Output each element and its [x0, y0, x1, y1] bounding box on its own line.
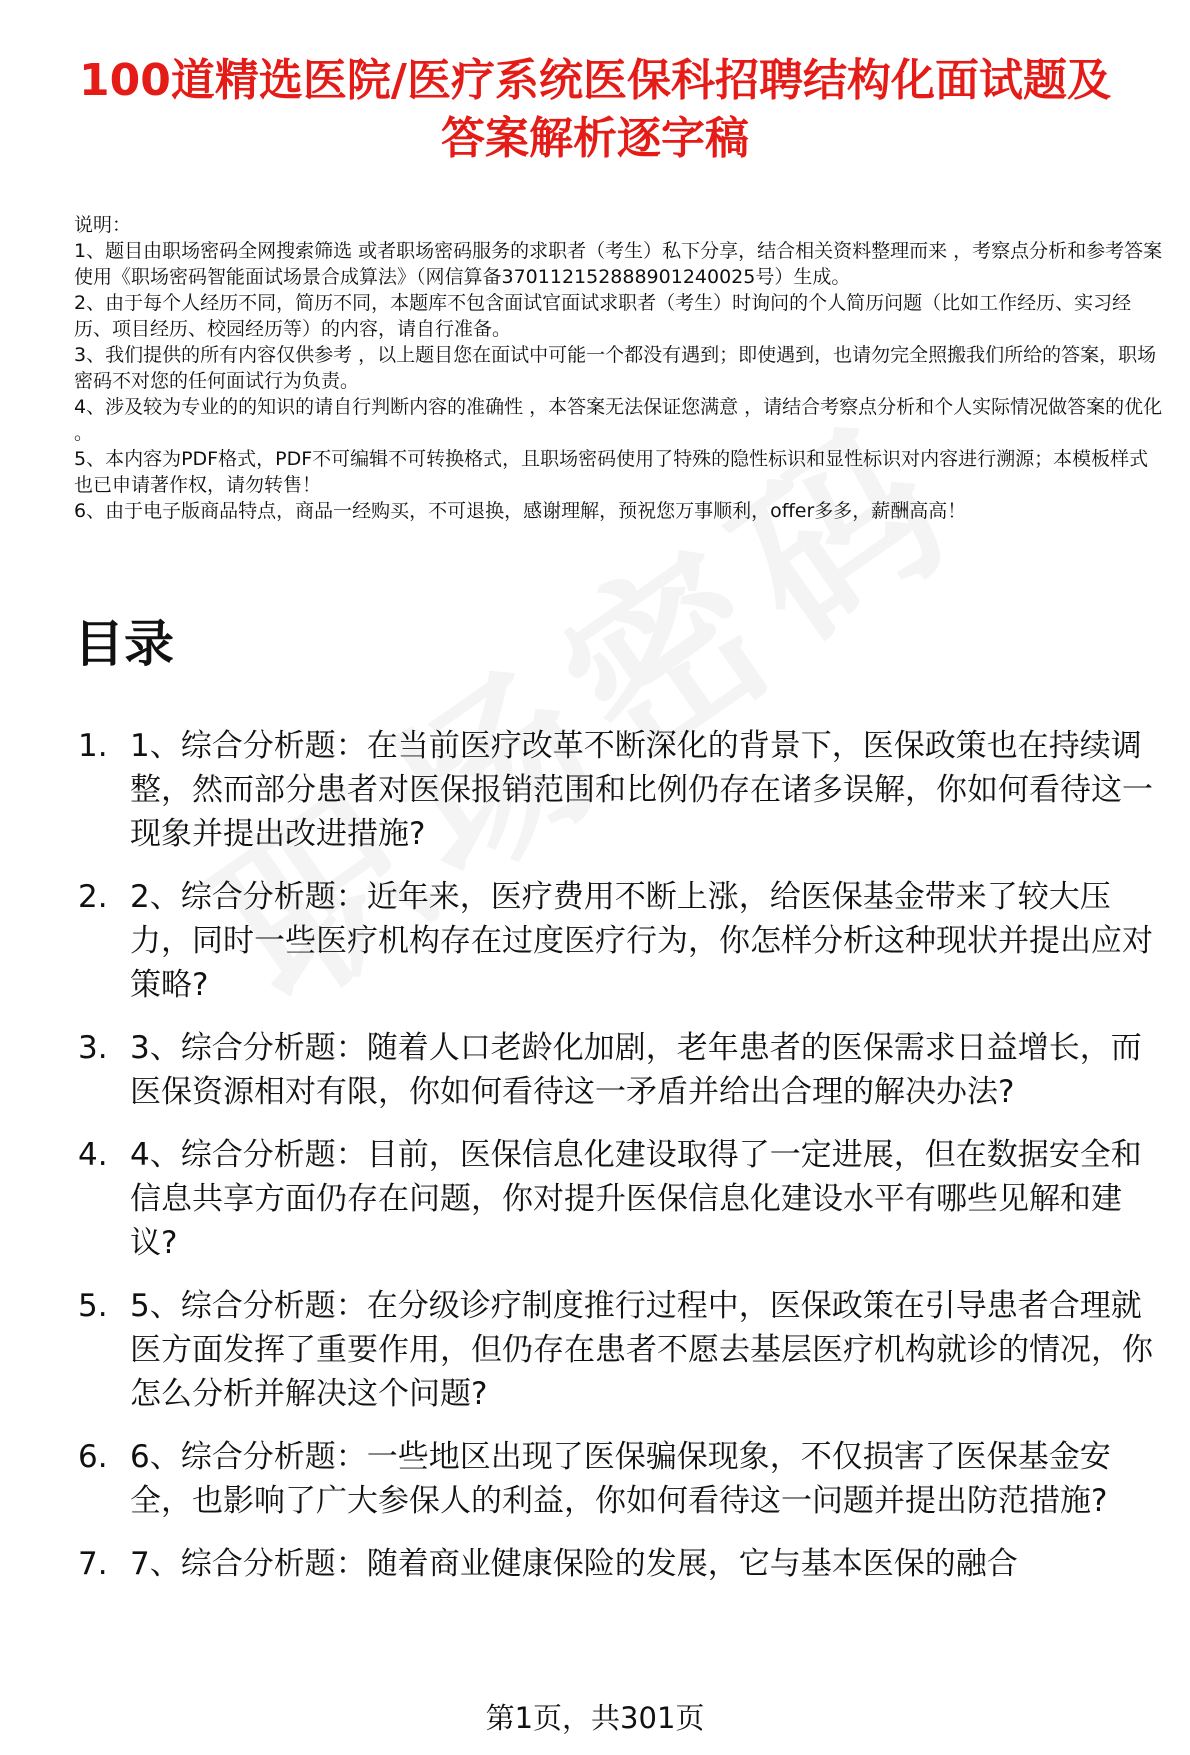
note-item: 3、我们提供的所有内容仅供参考 ，以上题目您在面试中可能一个都没有遇到；即使遇到，也请勿完全照搬我们所给的答案，职场密码不对您的任何面试行为负责。 — [74, 344, 1157, 392]
toc-list — [78, 724, 1168, 1605]
note-item: 4、涉及较为专业的的知识的请自行判断内容的准确性 ，本答案无法保证您满意 ，请结合考察点分析和个人实际情况做答案的优化 。 — [74, 396, 1163, 444]
toc-item[interactable] — [78, 1435, 1168, 1523]
toc-item[interactable] — [78, 1284, 1168, 1416]
toc-item-number: 2. — [78, 879, 108, 915]
toc-item-text: 6、综合分析题：一些地区出现了医保骗保现象，不仅损害了医保基金安全，也影响了广大参保人的利益，你如何看待这一问题并提出防范措施? — [130, 1439, 1111, 1519]
notes-section — [74, 212, 1164, 524]
toc-item-number: 3. — [78, 1030, 108, 1066]
page-number-footer: 第1页，共301页 — [485, 1701, 705, 1735]
note-item: 1、题目由职场密码全网搜索筛选 或者职场密码服务的求职者（考生）私下分享，结合相关资料整理而来 ，考察点分析和参考答案使用《职场密码智能面试场景合成算法》（网信算备370112152888901240025号）生成。 — [74, 240, 1163, 288]
note-item: 2、由于每个人经历不同，简历不同，本题库不包含面试官面试求职者（考生）时询问的个人简历问题（比如工作经历、实习经历、项目经历、校园经历等）的内容，请自行准备。 — [74, 292, 1132, 340]
notes-label: 说明： — [74, 214, 132, 236]
toc-item[interactable] — [78, 1026, 1168, 1114]
toc-item-number: 4. — [78, 1137, 108, 1173]
toc-item-text: 3、综合分析题：随着人口老龄化加剧，老年患者的医保需求日益增长，而医保资源相对有限，你如何看待这一矛盾并给出合理的解决办法? — [130, 1030, 1142, 1110]
toc-item-number: 7. — [78, 1546, 108, 1582]
toc-item[interactable] — [78, 875, 1168, 1007]
toc-item-text: 1、综合分析题：在当前医疗改革不断深化的背景下，医保政策也在持续调整，然而部分患者对医保报销范围和比例仍存在诸多误解，你如何看待这一现象并提出改进措施? — [130, 728, 1153, 852]
toc-item-number: 1. — [78, 728, 108, 764]
toc-heading: 目录 — [74, 615, 174, 673]
toc-item[interactable] — [78, 1542, 1168, 1586]
toc-item-text: 7、综合分析题：随着商业健康保险的发展，它与基本医保的融合 — [130, 1546, 1018, 1582]
toc-item-number: 5. — [78, 1288, 108, 1324]
page-title: 100道精选医院/医疗系统医保科招聘结构化面试题及答案解析逐字稿 — [79, 55, 1111, 164]
note-item: 6、由于电子版商品特点，商品一经购买，不可退换，感谢理解，预祝您万事顺利，offer多多，薪酬高高！ — [74, 500, 967, 522]
toc-item[interactable] — [78, 1133, 1168, 1265]
toc-item[interactable] — [78, 724, 1168, 856]
toc-item-text: 2、综合分析题：近年来，医疗费用不断上涨，给医保基金带来了较大压力，同时一些医疗机构存在过度医疗行为，你怎样分析这种现状并提出应对策略? — [130, 879, 1153, 1003]
toc-item-text: 4、综合分析题：目前，医保信息化建设取得了一定进展，但在数据安全和信息共享方面仍存在问题，你对提升医保信息化建设水平有哪些见解和建议? — [130, 1137, 1142, 1261]
note-item: 5、本内容为PDF格式，PDF不可编辑不可转换格式，且职场密码使用了特殊的隐性标识和显性标识对内容进行溯源；本模板样式也已申请著作权，请勿转售！ — [74, 448, 1149, 496]
toc-item-number: 6. — [78, 1439, 108, 1475]
toc-item-text: 5、综合分析题：在分级诊疗制度推行过程中，医保政策在引导患者合理就医方面发挥了重要作用，但仍存在患者不愿去基层医疗机构就诊的情况，你怎么分析并解决这个问题? — [130, 1288, 1153, 1412]
